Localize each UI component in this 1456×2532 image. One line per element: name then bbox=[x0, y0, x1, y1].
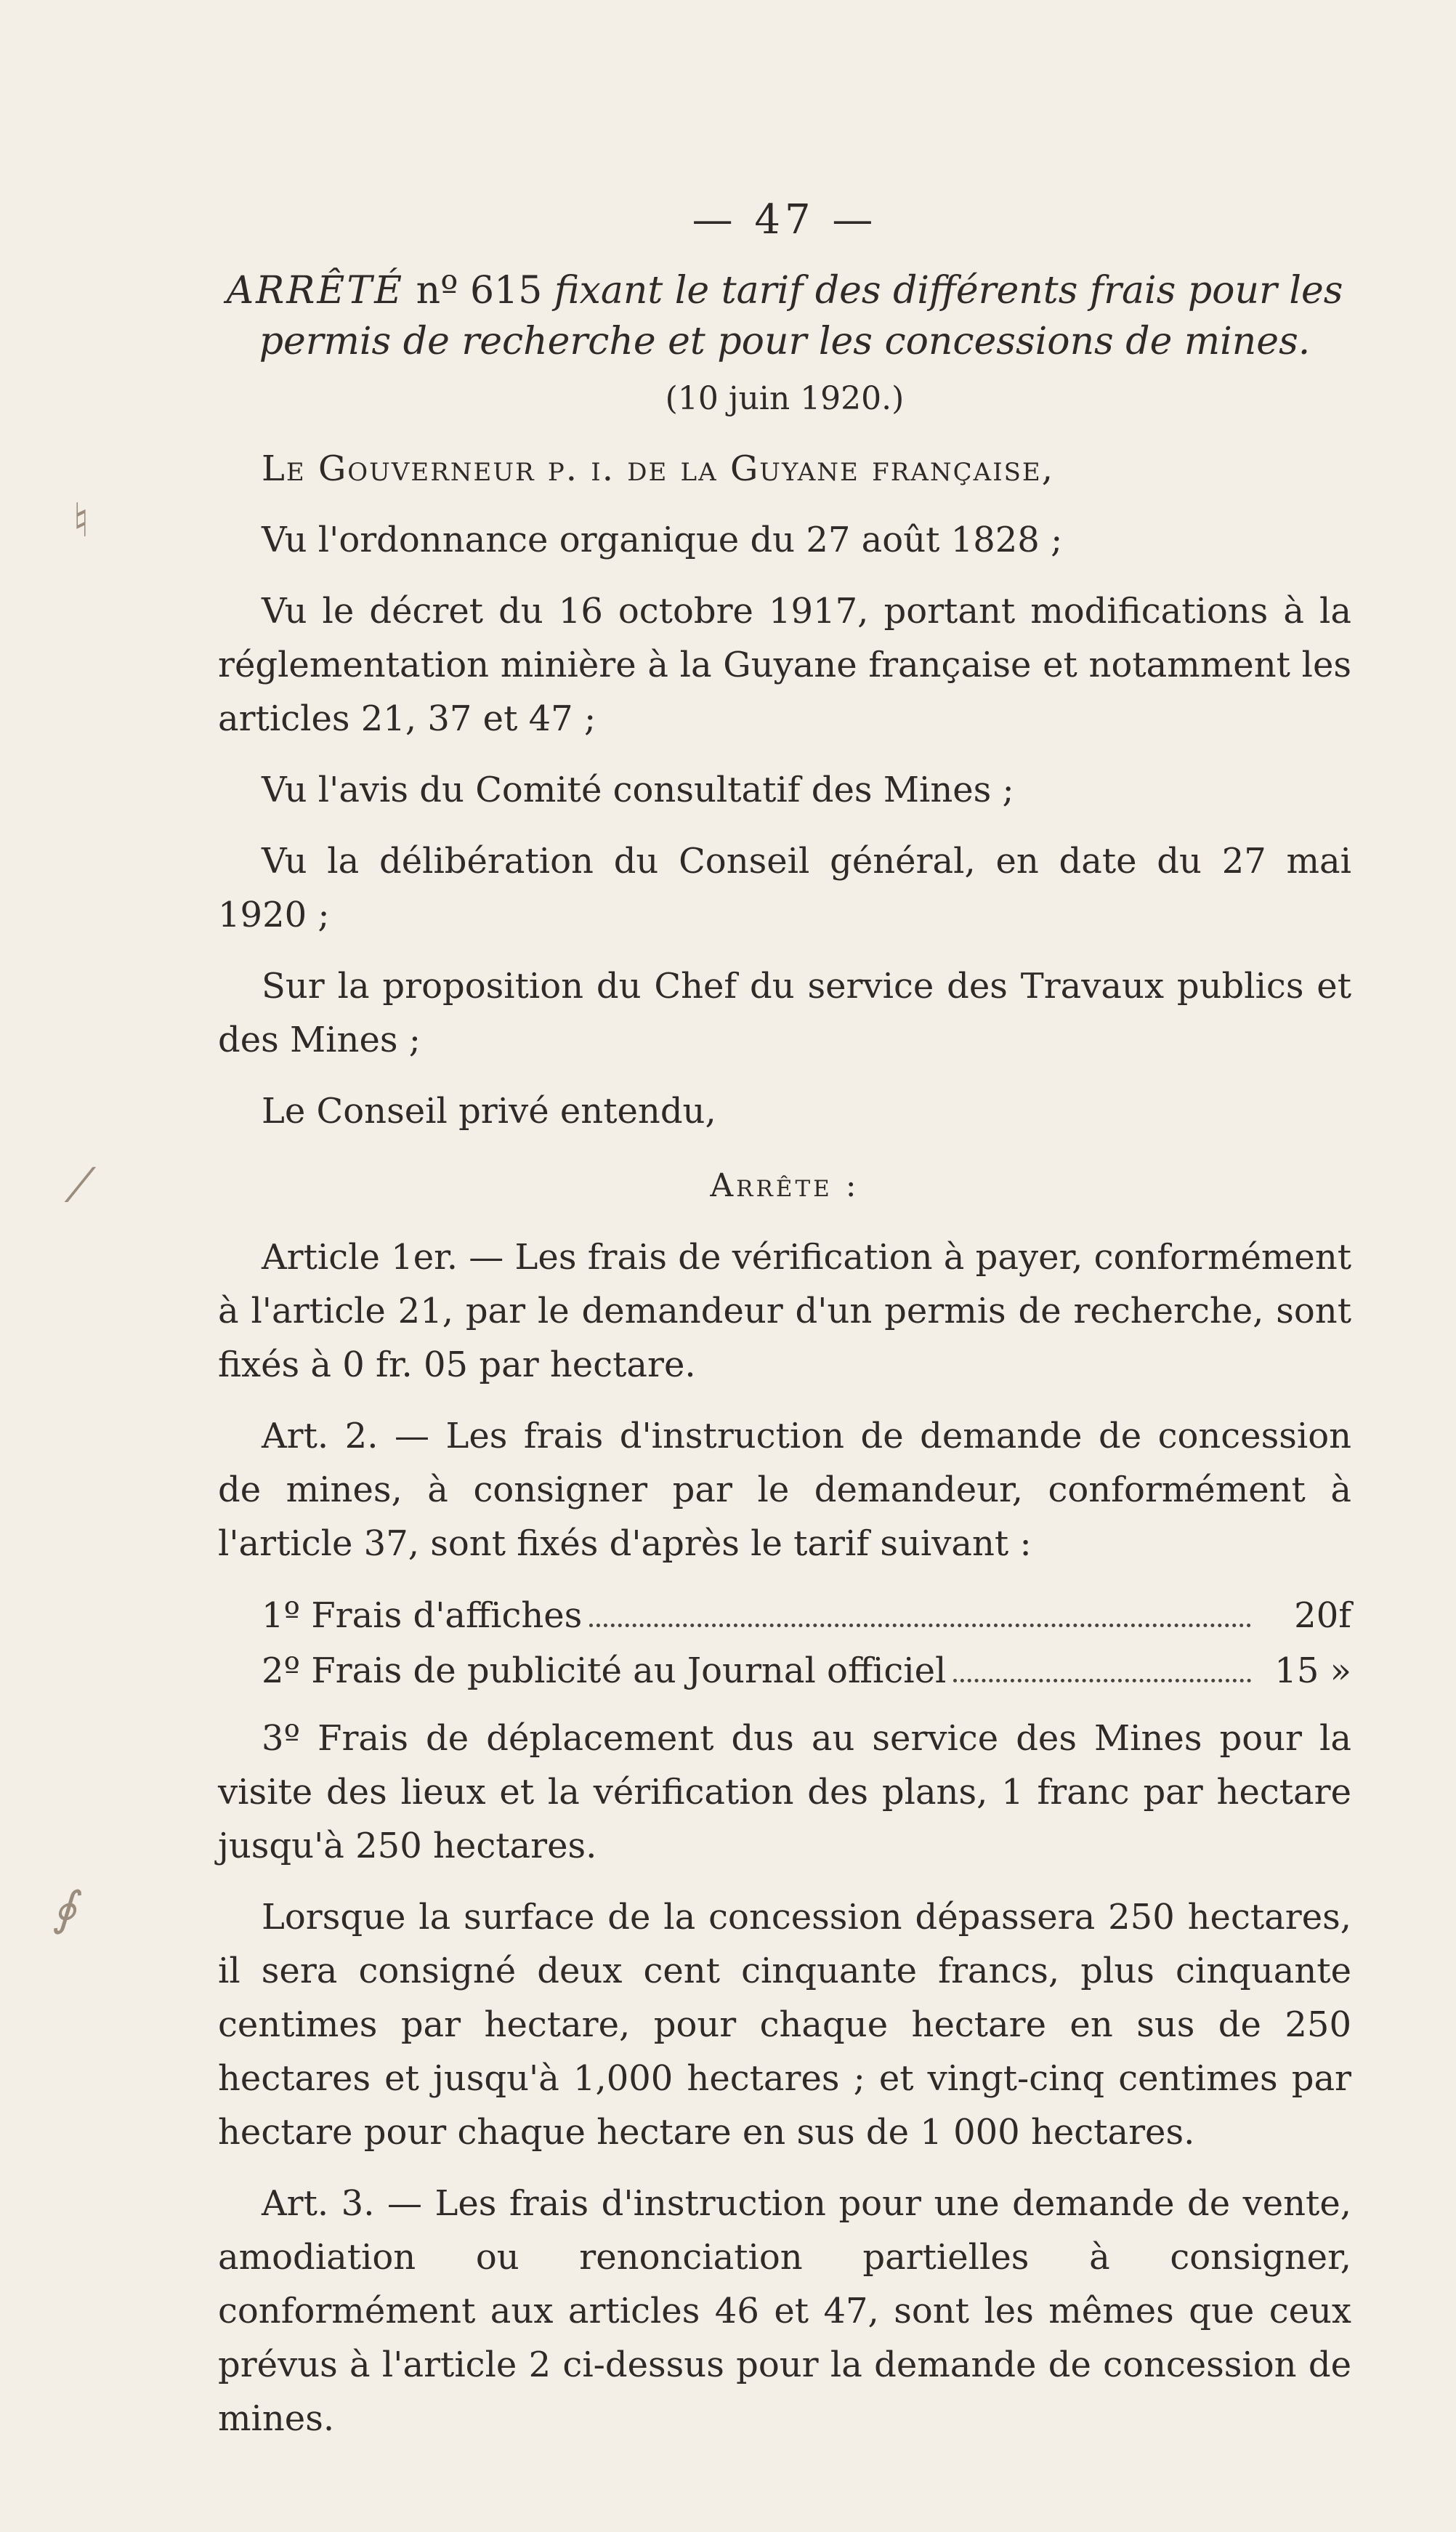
margin-mark-top: ♮ bbox=[73, 494, 89, 548]
consideration-4: Vu la délibération du Conseil général, en date du 27 mai 1920 ; bbox=[218, 841, 1351, 935]
fee-2-label: 2º Frais de publicité au Journal officiel bbox=[262, 1650, 947, 1691]
fee-1-amount: 20f bbox=[1294, 1595, 1351, 1636]
arrete-label: Arrête : bbox=[710, 1167, 860, 1204]
margin-mark-middle: ⁄ bbox=[76, 1159, 84, 1213]
article-2 bbox=[218, 1409, 1351, 1571]
article-2-text: — Les frais d'instruction de demande de concession de mines, à consigner par le demandeur, conformément à l'article 37, sont fixés d'après le tarif suivant : bbox=[218, 1416, 1352, 1564]
margin-mark-bottom: ∮ bbox=[52, 1882, 77, 1936]
consideration-1: Vu l'ordonnance organique du 27 août 1828 ; bbox=[262, 520, 1063, 560]
decree-title-rest: fixant le tarif des différents frais pour les permis de recherche et pour les concessions de mines. bbox=[259, 269, 1343, 363]
article-3-label: Art. 3. bbox=[262, 2183, 375, 2224]
dot-leader bbox=[953, 1679, 1251, 1682]
article-1-label: Article 1er. bbox=[262, 1237, 458, 1278]
article-1 bbox=[218, 1230, 1351, 1392]
decree-date: (10 juin 1920.) bbox=[665, 380, 905, 417]
page-number: — 47 — bbox=[692, 196, 878, 243]
article-3-text: — Les frais d'instruction pour une demande de vente, amodiation ou renonciation partielles à consigner, conformément aux articles 46 et 47, sont les mêmes que ceux prévus à l'article 2 ci-dessus pour la demande de concession de mines. bbox=[218, 2183, 1351, 2439]
article-1-text: — Les frais de vérification à payer, conformément à l'article 21, par le demandeur d'un permis de recherche, sont fixés à 0 fr. 05 par hectare. bbox=[218, 1237, 1352, 1385]
consideration-5: Sur la proposition du Chef du service des Travaux publics et des Mines ; bbox=[218, 966, 1351, 1060]
fee-line-3: 3º Frais de déplacement dus au service des Mines pour la visite des lieux et la vérification des plans, 1 franc par hectare jusqu'à 250 hectares. bbox=[218, 1718, 1351, 1866]
dot-leader bbox=[589, 1624, 1251, 1627]
article-2-label: Art. 2. bbox=[262, 1416, 379, 1456]
fee-2-amount: 15 » bbox=[1274, 1650, 1351, 1691]
decree-heading bbox=[218, 265, 1351, 367]
fee-line-1 bbox=[218, 1588, 1351, 1643]
fee-line-2 bbox=[218, 1643, 1351, 1698]
article-3 bbox=[218, 2177, 1351, 2446]
governor-intro: Le Gouverneur p. i. de la Guyane française, bbox=[262, 448, 1054, 489]
decree-number: nº 615 bbox=[416, 269, 543, 313]
consideration-6: Le Conseil privé entendu, bbox=[262, 1091, 716, 1132]
fee-line-3-continued: Lorsque la surface de la concession dépassera 250 hectares, il sera consigné deux cent cinquante francs, plus cinquante centimes par hectare, pour chaque hectare en sus de 250 hectares et jusqu'à 1,000 hectares ; et vingt-cinq centimes par hectare pour chaque hectare en sus de 1 000 hectares. bbox=[218, 1897, 1351, 2153]
consideration-2: Vu le décret du 16 octobre 1917, portant modifications à la réglementation minière à la Guyane française et notamment les articles 21, 37 et 47 ; bbox=[218, 591, 1351, 739]
document-page bbox=[218, 196, 1351, 2463]
decree-title-word: ARRÊTÉ bbox=[226, 269, 405, 313]
consideration-3: Vu l'avis du Comité consultatif des Mines ; bbox=[262, 770, 1014, 810]
fee-1-label: 1º Frais d'affiches bbox=[262, 1595, 583, 1636]
